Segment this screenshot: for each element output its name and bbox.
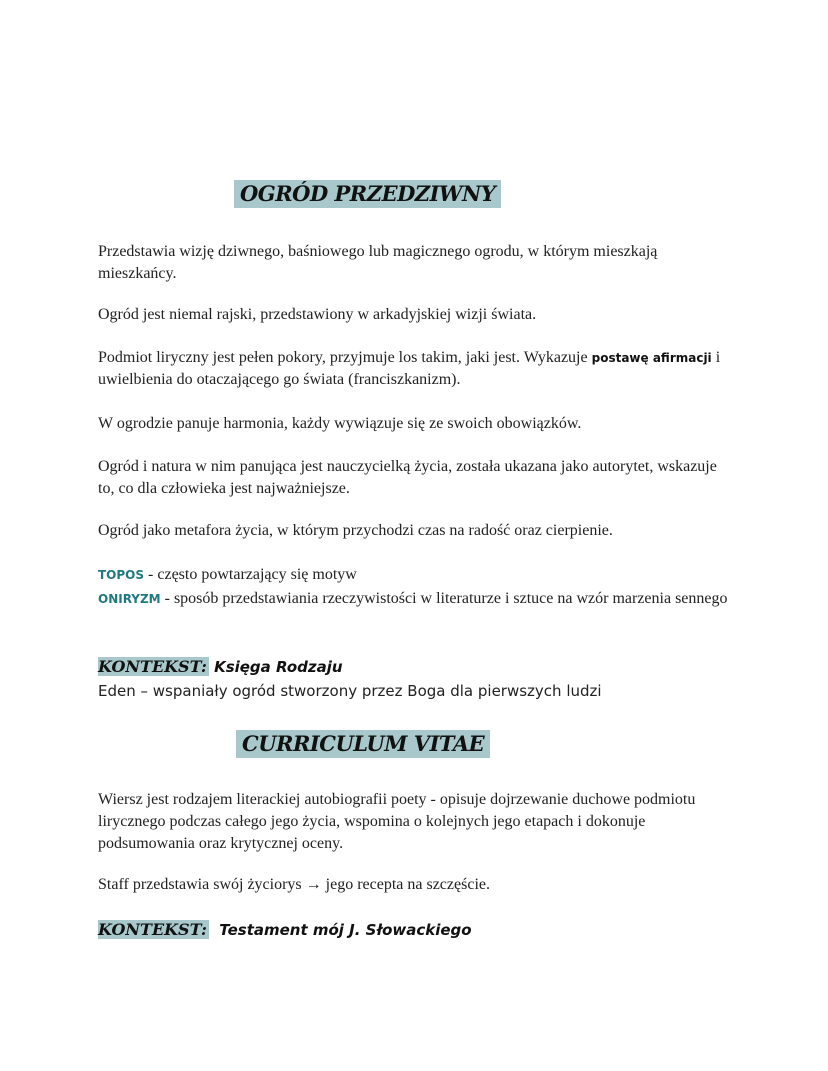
section-title-cv: CURRICULUM VITAE bbox=[236, 730, 490, 758]
definition: - sposób przedstawiania rzeczywistości w literaturze i sztuce na wzór marzenia sennego bbox=[160, 590, 728, 607]
term: ONIRYZM bbox=[98, 592, 161, 606]
paragraph: Ogród jest niemal rajski, przedstawiony w arkadyjskiej wizji świata. bbox=[98, 306, 537, 323]
bold-term: postawę afirmacji bbox=[591, 351, 712, 365]
context-label: KONTEKST: bbox=[98, 920, 207, 939]
text: i uwielbienia do otaczającego go świata (franciszkanizm). bbox=[98, 349, 721, 388]
term-definition-oniryzm bbox=[98, 588, 738, 610]
context-line bbox=[98, 656, 343, 678]
paragraph: W ogrodzie panuje harmonia, każdy wywiązuje się ze swoich obowiązków. bbox=[98, 415, 582, 432]
term-definition-topos bbox=[98, 564, 738, 586]
paragraph: Przedstawia wizję dziwnego, baśniowego lub magicznego ogrodu, w którym mieszkają mieszkańcy. bbox=[98, 243, 658, 282]
text: Podmiot liryczny jest pełen pokory, przyjmuje los takim, jaki jest. Wykazuje bbox=[98, 349, 592, 366]
context-text: Eden – wspaniały ogród stworzony przez Boga dla pierwszych ludzi bbox=[98, 682, 602, 700]
paragraph: Ogród jako metafora życia, w którym przychodzi czas na radość oraz cierpienie. bbox=[98, 522, 613, 539]
paragraph bbox=[98, 347, 738, 391]
context-label: KONTEKST: bbox=[98, 657, 207, 676]
paragraph: Staff przedstawia swój życiorys → jego recepta na szczęście. bbox=[98, 876, 490, 893]
context-source: Testament mój J. Słowackiego bbox=[208, 921, 472, 939]
term: TOPOS bbox=[98, 568, 145, 582]
section-title-ogrod: OGRÓD PRZEDZIWNY bbox=[234, 180, 501, 208]
context-line bbox=[98, 919, 472, 941]
context-source: Księga Rodzaju bbox=[208, 658, 343, 676]
paragraph: Ogród i natura w nim panująca jest nauczycielką życia, została ukazana jako autorytet, wskazuje to, co dla człowieka jest najważniejsze. bbox=[98, 458, 717, 497]
paragraph: Wiersz jest rodzajem literackiej autobiografii poety - opisuje dojrzewanie duchowe podmiotu lirycznego podczas całego jego życia, wspomina o kolejnych jego etapach i dokonuje podsumowania oraz krytycznej oceny. bbox=[98, 791, 696, 852]
definition: - często powtarzający się motyw bbox=[144, 566, 357, 583]
